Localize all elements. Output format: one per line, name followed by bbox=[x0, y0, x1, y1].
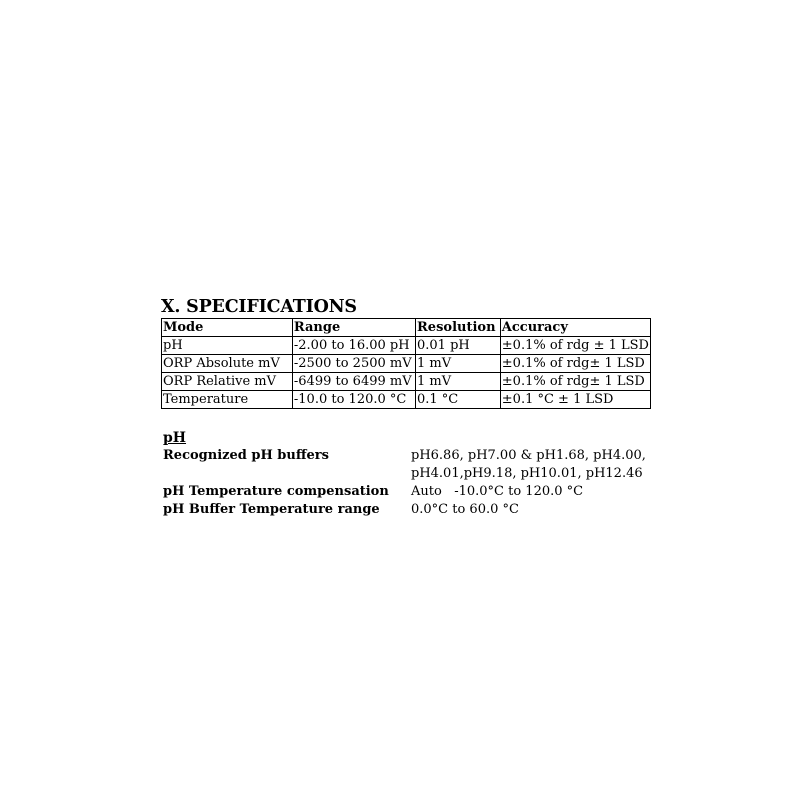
spec-label: Recognized pH buffers bbox=[163, 448, 329, 463]
column-header-mode: Mode bbox=[162, 319, 293, 337]
table-row bbox=[162, 355, 651, 373]
table-header-row bbox=[162, 319, 651, 337]
spec-value bbox=[411, 447, 651, 483]
table-cell-range: -2500 to 2500 mV bbox=[292, 355, 415, 373]
spec-label: pH Temperature compensation bbox=[163, 484, 389, 499]
column-header-range: Range bbox=[292, 319, 415, 337]
specifications-section bbox=[161, 296, 651, 519]
table-cell-resolution: 1 mV bbox=[416, 355, 501, 373]
specifications-table bbox=[161, 318, 651, 409]
table-cell-resolution: 1 mV bbox=[416, 373, 501, 391]
ph-heading: pH bbox=[163, 430, 187, 446]
table-cell-mode: ORP Relative mV bbox=[162, 373, 293, 391]
table-cell-range: -10.0 to 120.0 °C bbox=[292, 391, 415, 409]
column-header-resolution: Resolution bbox=[416, 319, 501, 337]
table-cell-accuracy: ±0.1% of rdg ± 1 LSD bbox=[501, 338, 649, 353]
table-row bbox=[162, 391, 651, 409]
table-cell-mode: pH bbox=[162, 337, 293, 355]
spec-value-line: pH6.86, pH7.00 & pH1.68, pH4.00, bbox=[411, 448, 646, 463]
table-cell-resolution: 0.1 °C bbox=[416, 391, 501, 409]
table-cell-accuracy: ±0.1 °C ± 1 LSD bbox=[500, 391, 650, 409]
spec-item-buffer-temperature-range bbox=[163, 501, 651, 519]
table-cell-resolution: 0.01 pH bbox=[416, 337, 501, 355]
section-title: X. SPECIFICATIONS bbox=[161, 297, 357, 317]
table-cell-accuracy: ±0.1% of rdg± 1 LSD bbox=[500, 373, 650, 391]
spec-value: 0.0°C to 60.0 °C bbox=[411, 502, 519, 517]
table-cell-range: -2.00 to 16.00 pH bbox=[292, 337, 415, 355]
table-cell-mode: Temperature bbox=[162, 391, 293, 409]
spec-item-temperature-compensation bbox=[163, 483, 651, 501]
table-row bbox=[162, 337, 651, 355]
spec-value: Auto -10.0°C to 120.0 °C bbox=[411, 484, 584, 499]
table-cell-range: -6499 to 6499 mV bbox=[292, 373, 415, 391]
table-row bbox=[162, 373, 651, 391]
table-cell-accuracy: ±0.1% of rdg± 1 LSD bbox=[500, 355, 650, 373]
table-cell-mode: ORP Absolute mV bbox=[162, 355, 293, 373]
spec-label: pH Buffer Temperature range bbox=[163, 502, 380, 517]
spec-item-recognized-buffers bbox=[163, 447, 651, 483]
column-header-accuracy: Accuracy bbox=[500, 319, 650, 337]
spec-value-line: pH4.01,pH9.18, pH10.01, pH12.46 bbox=[411, 466, 643, 481]
